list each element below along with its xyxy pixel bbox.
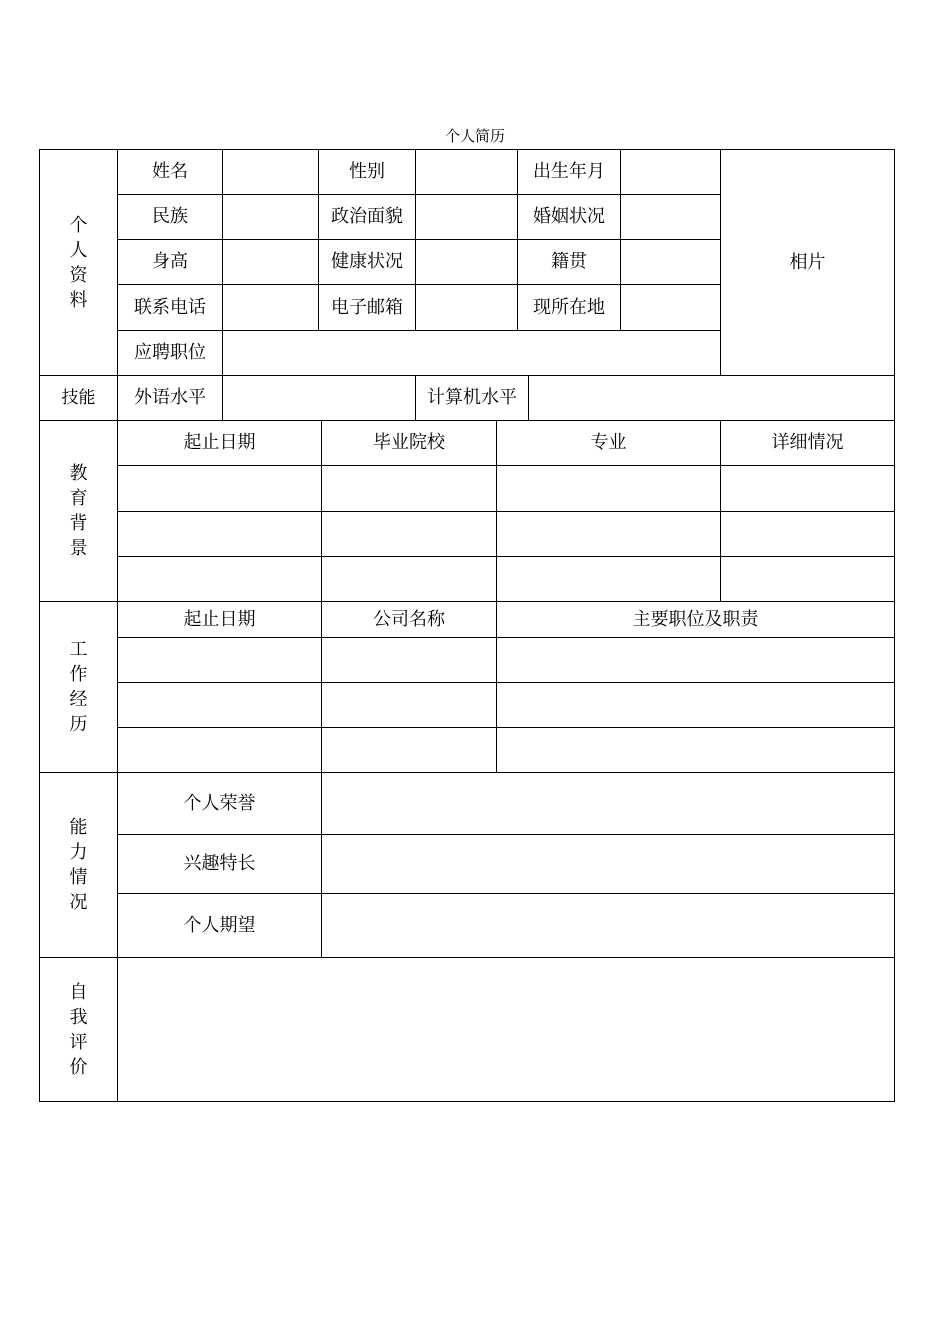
label-hometown: 籍贯 xyxy=(551,251,587,272)
edu-header-dates: 起止日期 xyxy=(183,432,256,453)
label-marital-status: 婚姻状况 xyxy=(533,206,605,227)
label-height: 身高 xyxy=(152,251,188,272)
label-ethnicity: 民族 xyxy=(152,206,188,227)
label-gender: 性别 xyxy=(349,161,385,182)
label-political-status: 政治面貌 xyxy=(331,206,403,227)
label-computer-level: 计算机水平 xyxy=(427,387,517,408)
label-expectations: 个人期望 xyxy=(183,914,256,936)
work-header-company: 公司名称 xyxy=(373,608,445,630)
section-ability: 能力情况 xyxy=(69,817,88,913)
label-honors: 个人荣誉 xyxy=(183,792,256,814)
label-phone: 联系电话 xyxy=(134,296,206,318)
section-work-experience: 工作经历 xyxy=(69,639,88,735)
label-health: 健康状况 xyxy=(331,251,403,272)
photo-placeholder: 相片 xyxy=(789,251,826,273)
section-skills: 技能 xyxy=(61,388,96,408)
label-birth-date: 出生年月 xyxy=(533,161,605,182)
edu-header-school: 毕业院校 xyxy=(373,432,445,453)
section-education: 教育背景 xyxy=(69,463,88,559)
work-header-dates: 起止日期 xyxy=(183,608,256,630)
resume-title: 个人简历 xyxy=(444,127,505,145)
label-name: 姓名 xyxy=(152,161,188,182)
work-header-responsibilities: 主要职位及职责 xyxy=(632,608,759,630)
label-language-level: 外语水平 xyxy=(134,387,206,408)
label-interests: 兴趣特长 xyxy=(183,853,256,874)
edu-header-major: 专业 xyxy=(590,432,627,453)
section-personal-info: 个人资料 xyxy=(69,214,88,311)
label-current-location: 现所在地 xyxy=(533,296,605,318)
edu-header-details: 详细情况 xyxy=(771,432,844,453)
label-applied-position: 应聘职位 xyxy=(134,342,206,363)
section-self-evaluation: 自我评价 xyxy=(69,981,88,1078)
label-email: 电子邮箱 xyxy=(331,296,403,318)
